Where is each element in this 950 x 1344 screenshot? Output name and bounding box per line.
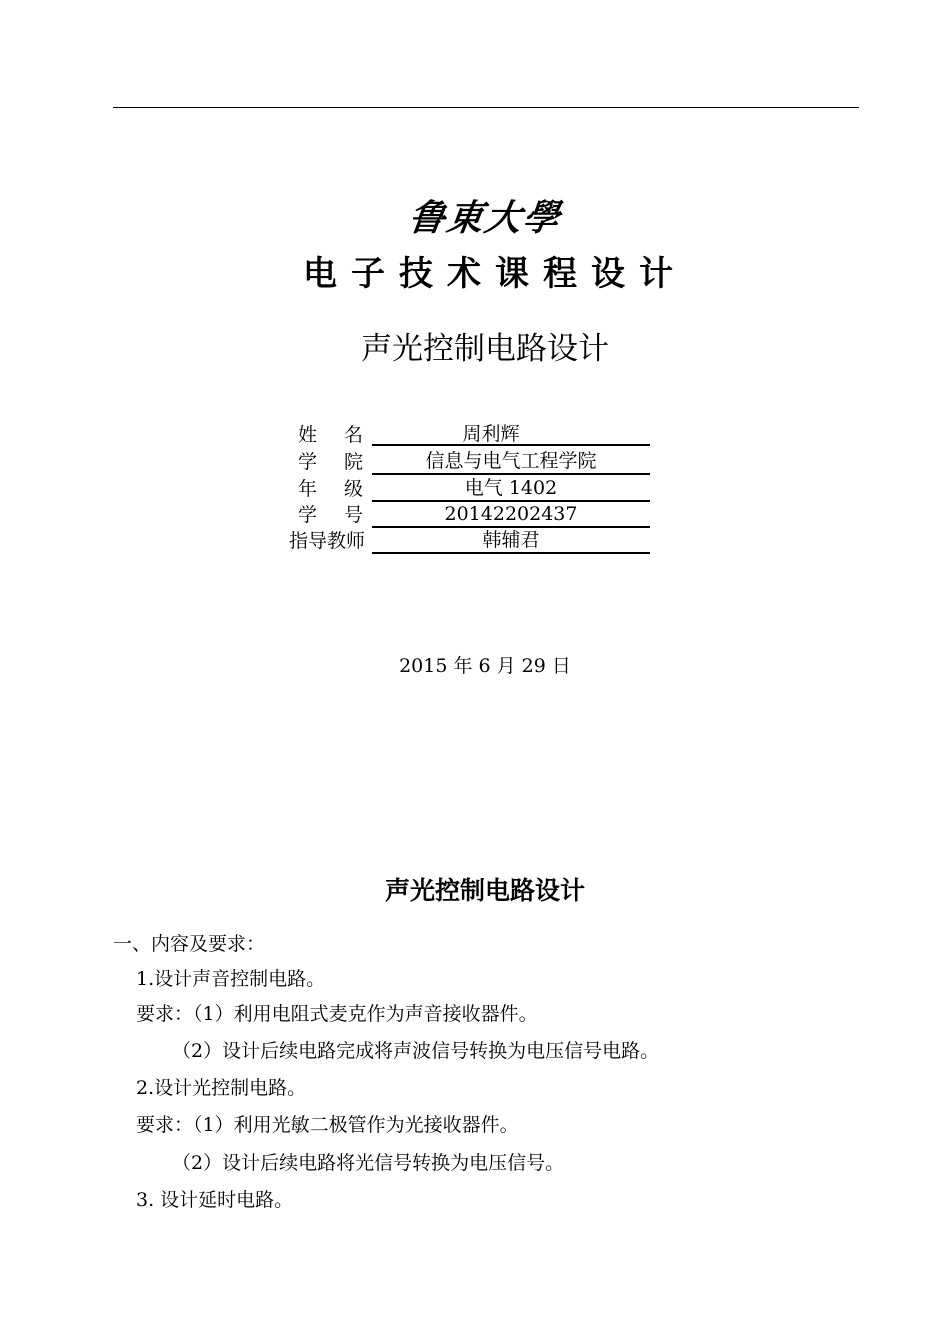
name-value: 周利辉	[372, 422, 650, 446]
requirement-item: 要求：（1）利用光敏二极管作为光接收器件。	[136, 1114, 519, 1136]
grade-label: 年 级	[298, 478, 363, 500]
name-label: 姓 名	[298, 424, 363, 446]
project-title: 声光控制电路设计	[361, 331, 609, 367]
section-title: 声光控制电路设计	[384, 876, 585, 905]
university-logo: 鲁東大學	[406, 197, 564, 239]
requirement-item: 1.设计声音控制电路。	[136, 968, 326, 990]
student-id-row	[270, 502, 660, 528]
advisor-value: 韩辅君	[372, 528, 650, 554]
name-row	[270, 422, 660, 448]
requirement-item: （2）设计后续电路完成将声波信号转换为电压信号电路。	[172, 1040, 660, 1062]
requirement-item: 要求：（1）利用电阻式麦克作为声音接收器件。	[136, 1003, 538, 1025]
college-value: 信息与电气工程学院	[372, 449, 650, 475]
requirement-item: 3. 设计延时电路。	[136, 1189, 294, 1211]
college-label: 学 院	[298, 451, 363, 473]
content-heading: 一、内容及要求：	[113, 933, 266, 955]
header-rule	[113, 107, 859, 108]
requirement-item: 2.设计光控制电路。	[136, 1077, 307, 1099]
requirement-item: （2）设计后续电路将光信号转换为电压信号。	[172, 1152, 565, 1174]
document-date: 2015 年 6 月 29 日	[399, 655, 571, 677]
student-id-label: 学 号	[298, 504, 363, 526]
advisor-row	[270, 528, 660, 554]
course-title: 电子技术课程设计	[303, 254, 687, 294]
student-id-value: 20142202437	[372, 502, 650, 528]
college-row	[270, 449, 660, 475]
advisor-label: 指导教师	[288, 530, 365, 552]
grade-value: 电气 1402	[372, 476, 650, 502]
grade-row	[270, 476, 660, 502]
